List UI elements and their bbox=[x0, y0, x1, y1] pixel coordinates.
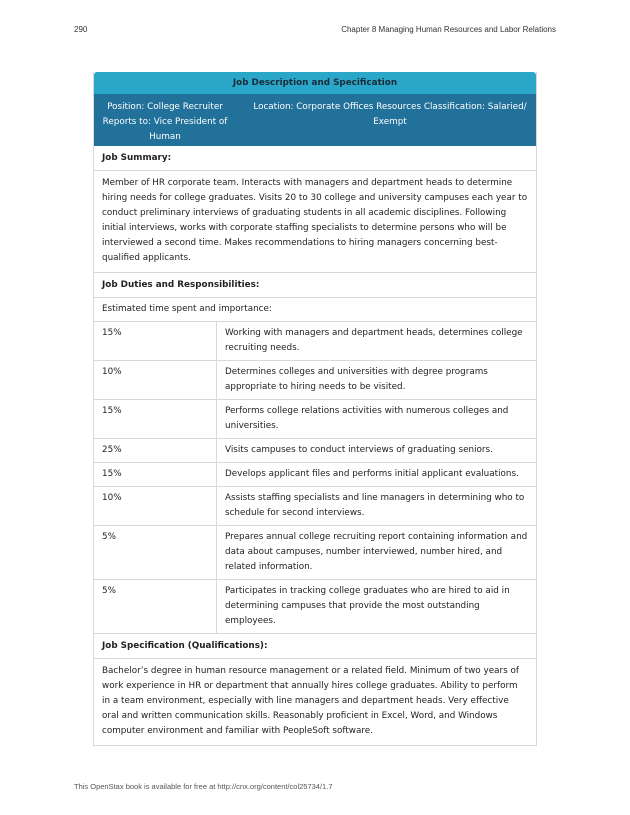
chapter-title: Chapter 8 Managing Human Resources and Labor Relations bbox=[341, 25, 556, 34]
duty-percent: 15% bbox=[94, 463, 217, 486]
job-description-table bbox=[93, 72, 537, 746]
table-row bbox=[94, 580, 536, 634]
footer-note: This OpenStax book is available for free at http://cnx.org/content/col25734/1.7 bbox=[74, 782, 333, 791]
table-row bbox=[94, 322, 536, 361]
table-row bbox=[94, 463, 536, 487]
job-summary-text: Member of HR corporate team. Interacts with managers and department heads to determine hiring needs for college graduates. Visits 20 to 30 college and university campuses each year to conduct preliminary interviews of graduating students in all academic disciplines. Following initial interviews, works with corporate staffing specialists to determine persons who will be interviewed a second time. Makes recommendations to hiring managers concerning best-qualified applicants. bbox=[94, 171, 536, 273]
job-duties-heading: Job Duties and Responsibilities: bbox=[94, 273, 536, 298]
duty-percent: 10% bbox=[94, 361, 217, 399]
location-info: Location: Corporate Offices Resources Classification: Salaried/ Exempt bbox=[253, 102, 527, 127]
duty-description: Assists staffing specialists and line managers in determining who to schedule for second interviews. bbox=[225, 493, 525, 518]
duty-description: Participates in tracking college graduates who are hired to aid in determining campuses that provide the most outstanding employees. bbox=[225, 586, 510, 626]
position-info: Position: College Recruiter Reports to: Vice President of Human bbox=[102, 102, 228, 142]
table-row bbox=[94, 400, 536, 439]
duty-percent: 15% bbox=[94, 400, 217, 438]
duty-percent: 25% bbox=[94, 439, 217, 462]
table-title: Job Description and Specification bbox=[94, 72, 536, 94]
duty-description: Determines colleges and universities with degree programs appropriate to hiring needs to be visited. bbox=[225, 367, 488, 392]
table-row bbox=[94, 361, 536, 400]
duty-percent: 5% bbox=[94, 526, 217, 579]
duty-percent: 10% bbox=[94, 487, 217, 525]
duty-description: Visits campuses to conduct interviews of graduating seniors. bbox=[225, 445, 493, 455]
duty-percent: 15% bbox=[94, 322, 217, 360]
page-number: 290 bbox=[74, 25, 88, 34]
duty-percent: 5% bbox=[94, 580, 217, 633]
table-row bbox=[94, 526, 536, 580]
table-row bbox=[94, 439, 536, 463]
duties-list bbox=[94, 322, 536, 634]
duty-description: Develops applicant files and performs initial applicant evaluations. bbox=[225, 469, 519, 479]
duty-description: Performs college relations activities with numerous colleges and universities. bbox=[225, 406, 509, 431]
duties-intro: Estimated time spent and importance: bbox=[94, 298, 536, 322]
job-specification-heading: Job Specification (Qualifications): bbox=[94, 634, 536, 659]
duty-description: Prepares annual college recruiting report containing information and data about campuses, number interviewed, number hired, and related information. bbox=[225, 532, 528, 572]
table-row bbox=[94, 487, 536, 526]
duty-description: Working with managers and department heads, determines college recruiting needs. bbox=[225, 328, 523, 353]
position-info-row bbox=[94, 94, 536, 146]
job-summary-heading: Job Summary: bbox=[94, 146, 536, 171]
job-specification-text: Bachelor’s degree in human resource management or a related field. Minimum of two years of work experience in HR or department that annually hires college graduates. Ability to perform in a team environment, especially with line managers and department heads. Very effective oral and written communication skills. Reasonably proficient in Excel, Word, and Windows computer environment and familiar with PeopleSoft software. bbox=[102, 666, 519, 736]
